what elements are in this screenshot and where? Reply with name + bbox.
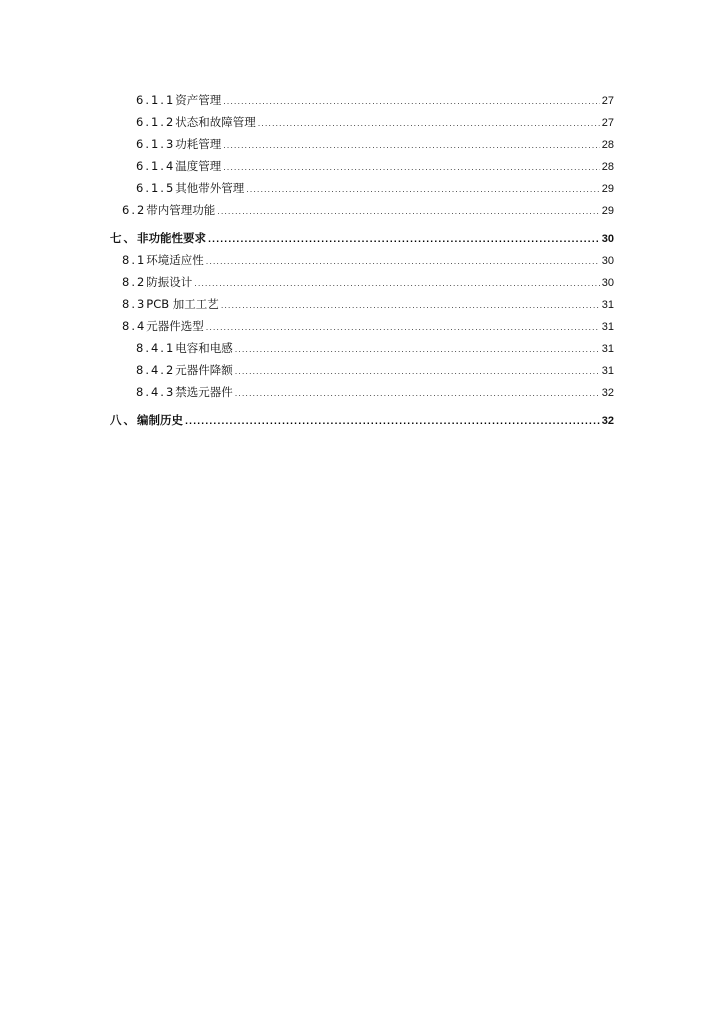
toc-entry[interactable] [136,156,614,176]
toc-entry-page: 30 [601,233,614,245]
toc-dot-leader [246,180,599,200]
toc-entry-number: 6.1.1 [136,93,176,107]
toc-entry-number: 6.1.2 [136,115,176,129]
toc-dot-leader [235,384,600,404]
toc-entry-number: 6.1.3 [136,137,176,151]
toc-entry-title: 禁选元器件 [175,385,233,399]
toc-entry-page: 29 [601,183,614,195]
toc-entry-page: 28 [601,139,614,151]
toc-entry-title: 元器件选型 [146,319,204,333]
toc-entry[interactable] [122,200,614,220]
toc-entry-number: 8.4.2 [136,363,176,377]
toc-entry-number: 8.2 [122,275,147,289]
toc-entry-number: 6.2 [122,203,147,217]
toc-entry-title: 元器件降额 [175,363,233,377]
toc-entry[interactable] [122,272,614,292]
toc-entry[interactable] [136,134,614,154]
toc-entry-number: 8.3 [122,297,147,311]
toc-entry-page: 32 [601,415,614,427]
toc-dot-leader [185,412,600,432]
toc-dot-leader [208,230,600,250]
toc-entry-title: 状态和故障管理 [175,115,256,129]
toc-entry-title: PCB 加工工艺 [146,297,219,311]
toc-dot-leader [258,114,600,134]
toc-entry-page: 31 [601,365,614,377]
toc-entry[interactable] [136,90,614,110]
toc-entry-page: 27 [601,95,614,107]
toc-dot-leader [223,136,599,156]
toc-dot-leader [223,158,599,178]
toc-entry-title: 非功能性要求 [137,231,206,245]
toc-entry-title: 编制历史 [137,413,183,427]
toc-entry[interactable] [136,338,614,358]
toc-dot-leader [235,362,600,382]
toc-entry-number: 8.4.3 [136,385,176,399]
toc-entry[interactable] [136,360,614,380]
toc-dot-leader [206,252,600,272]
toc-entry-title: 电容和电感 [175,341,233,355]
toc-entry-title: 带内管理功能 [146,203,216,217]
toc-entry[interactable] [136,382,614,402]
toc-entry-page: 31 [601,343,614,355]
toc-entry[interactable] [122,294,614,314]
toc-entry-page: 29 [601,205,614,217]
toc-chapter-entry[interactable] [110,228,614,248]
toc-entry-title: 防振设计 [146,275,193,289]
toc-entry-page: 28 [601,161,614,173]
toc-dot-leader [223,92,599,112]
toc-entry-title: 温度管理 [175,159,222,173]
toc-entry-number: 8.4 [122,319,147,333]
toc-entry-page: 32 [601,387,614,399]
toc-entry-number: 6.1.4 [136,159,176,173]
toc-entry-number: 8.4.1 [136,341,176,355]
toc-entry-title: 其他带外管理 [175,181,245,195]
toc-entry-page: 31 [601,299,614,311]
toc-dot-leader [235,340,600,360]
toc-dot-leader [194,274,599,294]
toc-entry-number: 8.1 [122,253,147,267]
toc-entry-number: 七、 [110,231,137,245]
toc-entry-title: 资产管理 [175,93,222,107]
toc-entry-page: 27 [601,117,614,129]
toc-entry-title: 功耗管理 [175,137,222,151]
toc-entry-page: 30 [601,277,614,289]
toc-entry[interactable] [122,316,614,336]
toc-dot-leader [206,318,600,338]
toc-dot-leader [217,202,599,222]
toc-entry-title: 环境适应性 [146,253,204,267]
toc-entry[interactable] [136,178,614,198]
toc-dot-leader [221,296,600,316]
toc-entry[interactable] [122,250,614,270]
toc-entry[interactable] [136,112,614,132]
toc-entry-page: 31 [601,321,614,333]
toc-entry-number: 八、 [110,413,137,427]
toc-entry-page: 30 [601,255,614,267]
toc-chapter-entry[interactable] [110,410,614,430]
toc-entry-number: 6.1.5 [136,181,176,195]
